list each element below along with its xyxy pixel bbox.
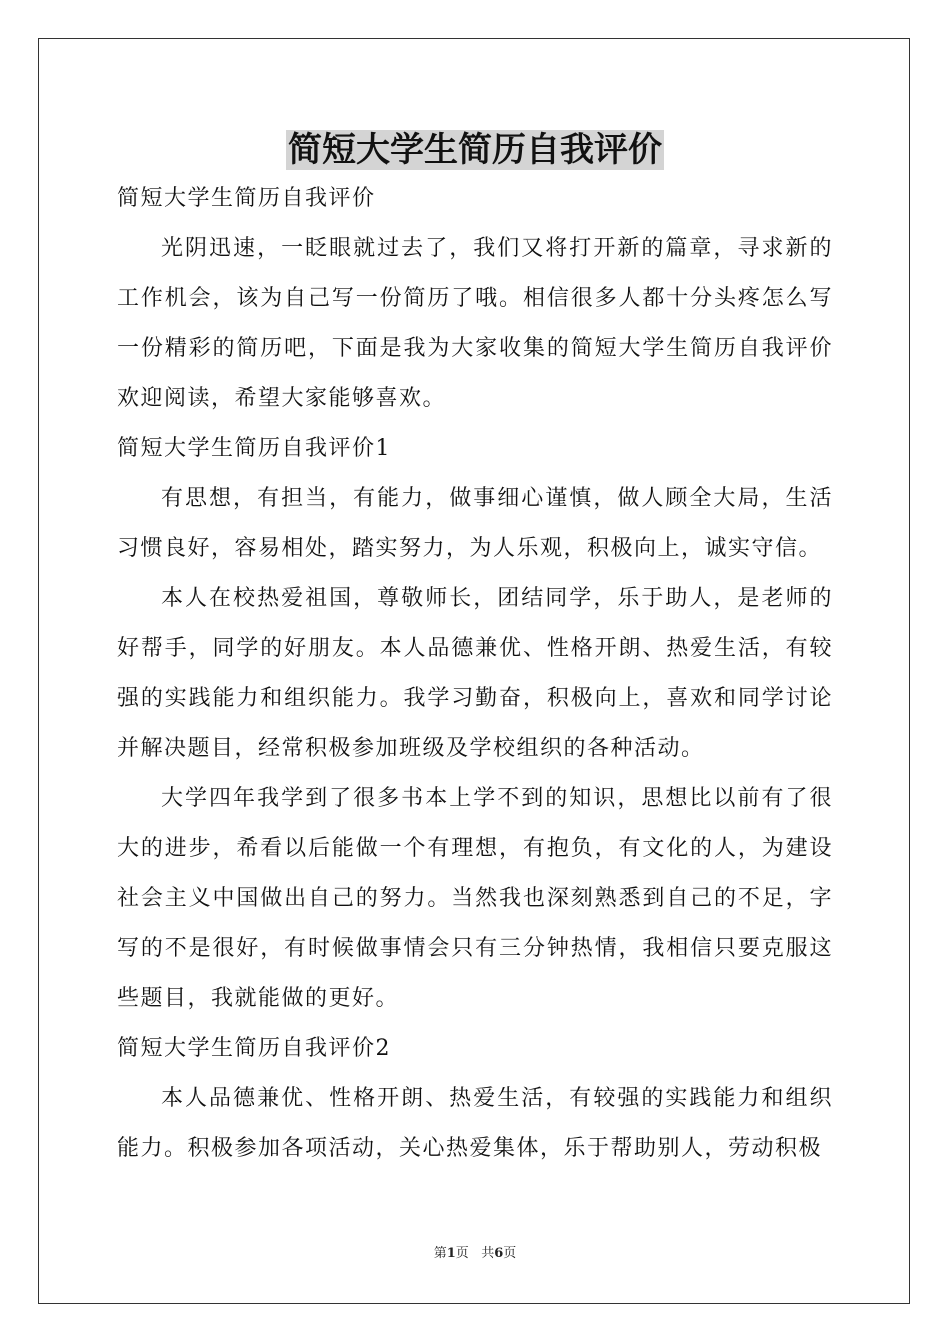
page-total-count: 6 [494,1246,504,1261]
page-total-prefix: 共 [481,1246,495,1261]
document-title-text: 简短大学生简历自我评价 [288,130,662,170]
paragraph-4: 有思想，有担当，有能力，做事细心谨慎，做人顾全大局，生活习惯良好，容易相处，踏实努力，为人乐观，积极向上，诚实守信。 [117,486,833,561]
paragraph-3: 简短大学生简历自我评价1 [117,436,391,461]
paragraph-1: 简短大学生简历自我评价 [117,186,376,211]
page-total-suffix: 页 [503,1246,517,1261]
page-number-current: 1 [446,1246,456,1261]
paragraph-7: 简短大学生简历自我评价2 [117,1036,391,1061]
page-number-prefix: 第 [433,1246,447,1261]
page-footer [0,1244,950,1264]
document-body [117,174,833,1174]
paragraph-2: 光阴迅速，一眨眼就过去了，我们又将打开新的篇章，寻求新的工作机会，该为自己写一份简历了哦。相信很多人都十分头疼怎么写一份精彩的简历吧，下面是我为大家收集的简短大学生简历自我评价欢迎阅读，希望大家能够喜欢。 [117,236,833,411]
paragraph-5: 本人在校热爱祖国，尊敬师长，团结同学，乐于助人，是老师的好帮手，同学的好朋友。本人品德兼优、性格开朗、热爱生活，有较强的实践能力和组织能力。我学习勤奋，积极向上，喜欢和同学讨论并解决题目，经常积极参加班级及学校组织的各种活动。 [117,586,833,761]
page-number-suffix: 页 [455,1246,469,1261]
paragraph-6: 大学四年我学到了很多书本上学不到的知识，思想比以前有了很大的进步，希看以后能做一个有理想，有抱负，有文化的人，为建设社会主义中国做出自己的努力。当然我也深刻熟悉到自己的不足，字写的不是很好，有时候做事情会只有三分钟热情，我相信只要克服这些题目，我就能做的更好。 [117,786,833,1011]
paragraph-8: 本人品德兼优、性格开朗、热爱生活，有较强的实践能力和组织能力。积极参加各项活动，关心热爱集体，乐于帮助别人，劳动积极 [117,1086,833,1161]
document-title [0,124,950,176]
